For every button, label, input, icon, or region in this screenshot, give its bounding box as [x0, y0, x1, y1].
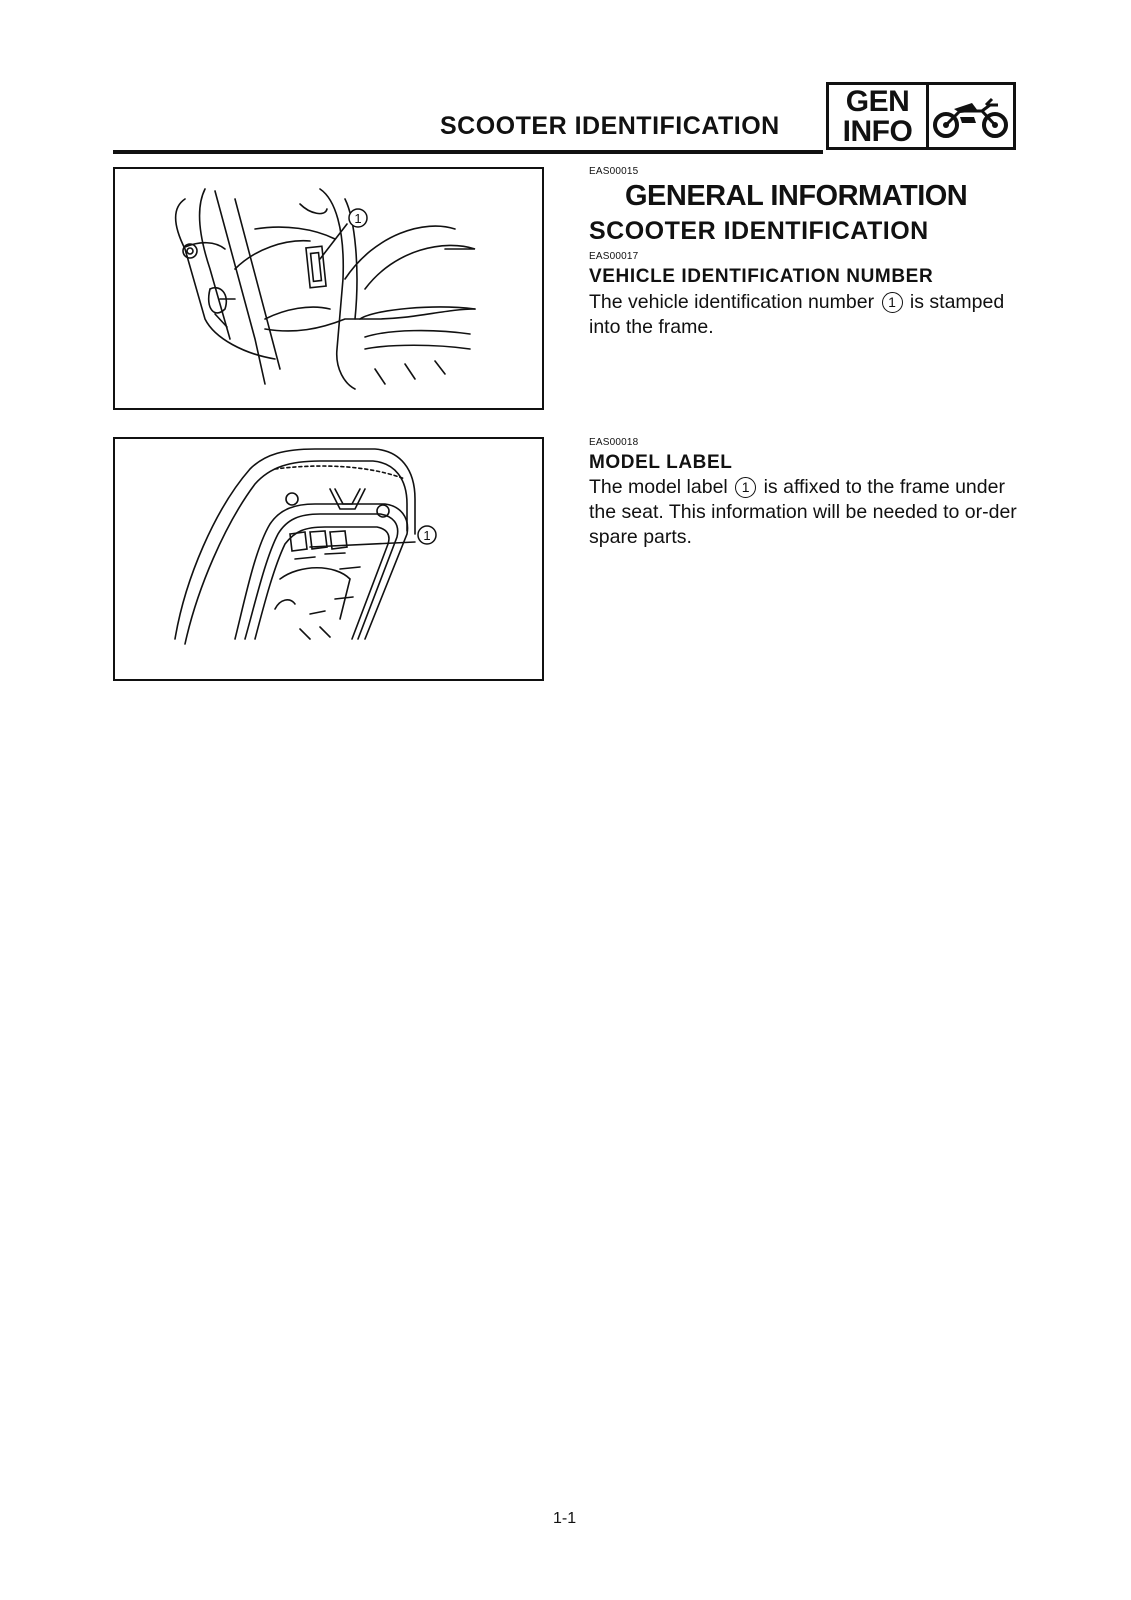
chapter-title: GENERAL INFORMATION [625, 180, 968, 212]
page-number: 1-1 [553, 1510, 577, 1527]
code-eas00015: EAS00015 [589, 166, 639, 177]
vin-paragraph [589, 290, 1029, 340]
model-label-paragraph [589, 475, 1029, 550]
header-rule [113, 150, 823, 154]
section-title: SCOOTER IDENTIFICATION [589, 217, 929, 245]
gen-info-tab [826, 82, 1016, 150]
seat-underside-illustration [115, 439, 542, 679]
code-eas00017: EAS00017 [589, 251, 639, 262]
tag-line-info: INFO [842, 115, 913, 148]
vin-callout-ref: 1 [882, 292, 903, 313]
gen-info-label [829, 85, 929, 147]
figure1-callout: 1 [354, 211, 362, 226]
model-label-heading: MODEL LABEL [589, 452, 733, 473]
code-eas00018: EAS00018 [589, 437, 639, 448]
vin-heading: VEHICLE IDENTIFICATION NUMBER [589, 266, 934, 287]
figure2-callout: 1 [423, 528, 431, 543]
vin-text-pre: The vehicle identification number [589, 291, 875, 313]
figure-vin-location [113, 167, 544, 410]
label-callout-ref: 1 [735, 477, 756, 498]
label-text-pre: The model label [589, 476, 728, 498]
header-section-title: SCOOTER IDENTIFICATION [440, 112, 780, 140]
label-text-post: is affixed to the frame under the seat. This information will be needed to or-der spare parts. [589, 476, 1017, 548]
tag-line-gen: GEN [845, 85, 910, 118]
vin-text-post: is stamped into the frame. [589, 291, 1005, 338]
motorcycle-icon [929, 85, 1013, 147]
figure-model-label-location [113, 437, 544, 681]
vin-location-illustration [115, 169, 542, 408]
